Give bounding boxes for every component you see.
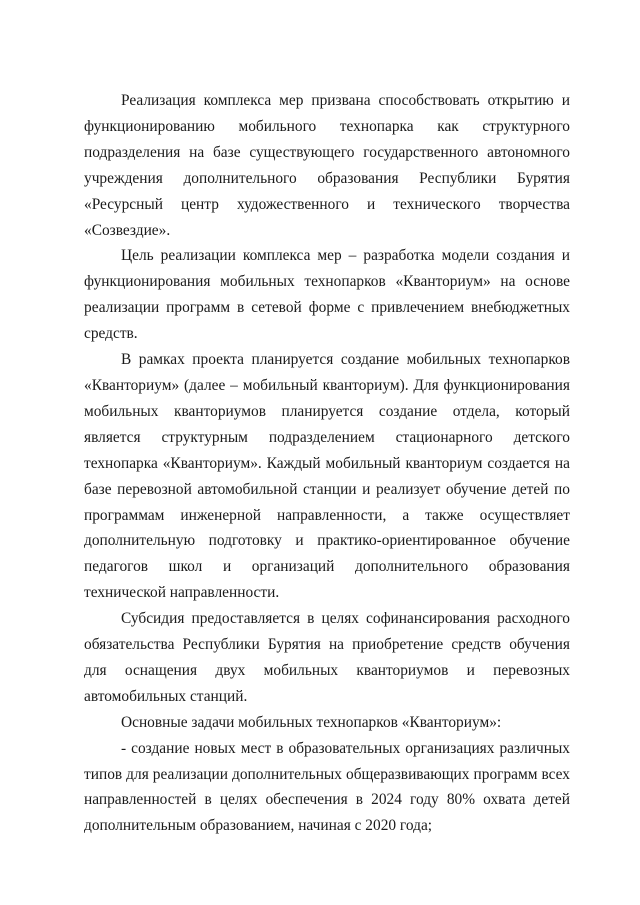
paragraph-implementation-purpose: Реализация комплекса мер призвана способствовать открытию и функционированию мобильного технопарка как структурного подразделения на базе существующего государственного автономного учреждения дополнительного образования Республики Бурятия «Ресурсный центр художественного и технического творчества «Созвездие». xyxy=(84,92,570,239)
paragraph-subsidy: Субсидия предоставляется в целях софинансирования расходного обязательства Республики Бурятия на приобретение средств обучения для оснащения двух мобильных кванториумов и перевозных автомобильных станций. xyxy=(84,610,570,705)
paragraph-task-new-places: - создание новых мест в образовательных организациях различных типов для реализации дополнительных общеразвивающих программ всех направленностей в целях обеспечения в 2024 году 80% охвата детей дополнительным образованием, начиная с 2020 года; xyxy=(84,739,570,835)
document-body xyxy=(84,88,570,839)
paragraph-goal: Цель реализации комплекса мер – разработка модели создания и функционирования мобильных технопарков «Кванториум» на основе реализации программ в сетевой форме с привлечением внебюджетных средств. xyxy=(84,247,570,343)
paragraph-main-tasks-heading: Основные задачи мобильных технопарков «Кванториум»: xyxy=(121,713,502,731)
paragraph-project-scope: В рамках проекта планируется создание мобильных технопарков «Кванториум» (далее – мобильный кванториум). Для функционирования мобильных кванториумов планируется создание отдела, который является структурным подразделением стационарного детского технопарка «Кванториум». Каждый мобильный кванториум создается на базе перевозной автомобильной станции и реализует обучение детей по программам инженерной направленности, а также осуществляет дополнительную подготовку и практико-ориентированное обучение педагогов школ и организаций дополнительного образования технической направленности. xyxy=(84,351,570,602)
